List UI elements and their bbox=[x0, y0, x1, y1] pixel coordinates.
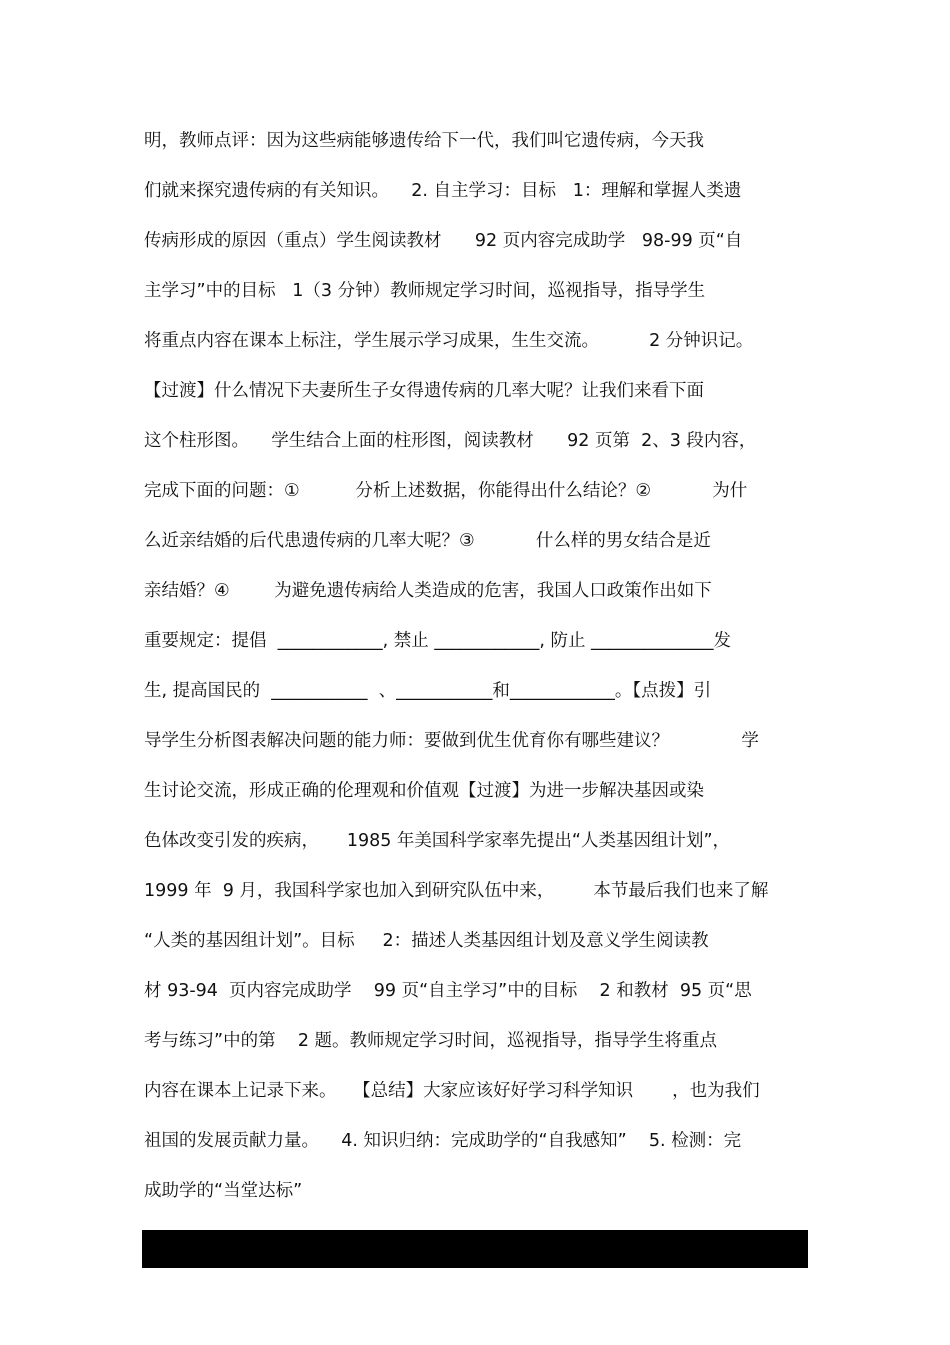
text-line: 亲结婚？④ 为避免遗传病给人类造成的危害，我国人口政策作出如下 bbox=[144, 581, 712, 601]
text-line: 成助学的“当堂达标” bbox=[144, 1181, 303, 1201]
text-line: 生讨论交流，形成正确的伦理观和价值观【过渡】为进一步解决基因或染 bbox=[144, 781, 704, 801]
text-line: 完成下面的问题：① 分析上述数据，你能得出什么结论？② 为什 bbox=[144, 481, 748, 501]
text-line: 么近亲结婚的后代患遗传病的几率大呢？③ 什么样的男女结合是近 bbox=[144, 531, 711, 551]
text-line: 主学习”中的目标 1（3 分钟）教师规定学习时间，巡视指导，指导学生 bbox=[144, 281, 706, 301]
text-line: 考与练习”中的第 2 题。教师规定学习时间，巡视指导，指导学生将重点 bbox=[144, 1031, 718, 1051]
text-line: 导学生分析图表解决问题的能力师：要做到优生优育你有哪些建议？ 学 bbox=[144, 731, 759, 751]
text-line: 们就来探究遗传病的有关知识。 2. 自主学习：目标 1：理解和掌握人类遗 bbox=[144, 181, 742, 201]
text-line: “人类的基因组计划”。目标 2：描述人类基因组计划及意义学生阅读教 bbox=[144, 931, 709, 951]
text-line: 生, 提高国民的 ___________ 、___________和____________。【点拨】引 bbox=[144, 681, 712, 701]
text-line: 明，教师点评：因为这些病能够遗传给下一代，我们叫它遗传病，今天我 bbox=[144, 131, 704, 151]
text-line: 传病形成的原因（重点）学生阅读教材 92 页内容完成助学 98-99 页“自 bbox=[144, 231, 743, 251]
text-line: 祖国的发展贡献力量。 4. 知识归纳：完成助学的“自我感知” 5. 检测：完 bbox=[144, 1131, 742, 1151]
text-line: 材 93-94 页内容完成助学 99 页“自主学习”中的目标 2 和教材 95 页“思 bbox=[144, 981, 752, 1001]
text-line: 内容在课本上记录下来。 【总结】大家应该好好学习科学知识 ，也为我们 bbox=[144, 1081, 760, 1101]
text-line: 重要规定：提倡 ____________, 禁止 ____________, 防止 ______________发 bbox=[144, 631, 732, 651]
text-line: 这个柱形图。 学生结合上面的柱形图，阅读教材 92 页第 2、3 段内容， bbox=[144, 431, 757, 451]
text-line: 【过渡】什么情况下夫妻所生子女得遗传病的几率大呢？让我们来看下面 bbox=[144, 381, 704, 401]
text-line: 色体改变引发的疾病， 1985 年美国科学家率先提出“人类基因组计划”， bbox=[144, 831, 731, 851]
text-line: 1999 年 9 月，我国科学家也加入到研究队伍中来， 本节最后我们也来了解 bbox=[144, 881, 769, 901]
redaction-bar bbox=[142, 1230, 808, 1268]
text-line: 将重点内容在课本上标注，学生展示学习成果，生生交流。 2 分钟识记。 bbox=[144, 331, 754, 351]
